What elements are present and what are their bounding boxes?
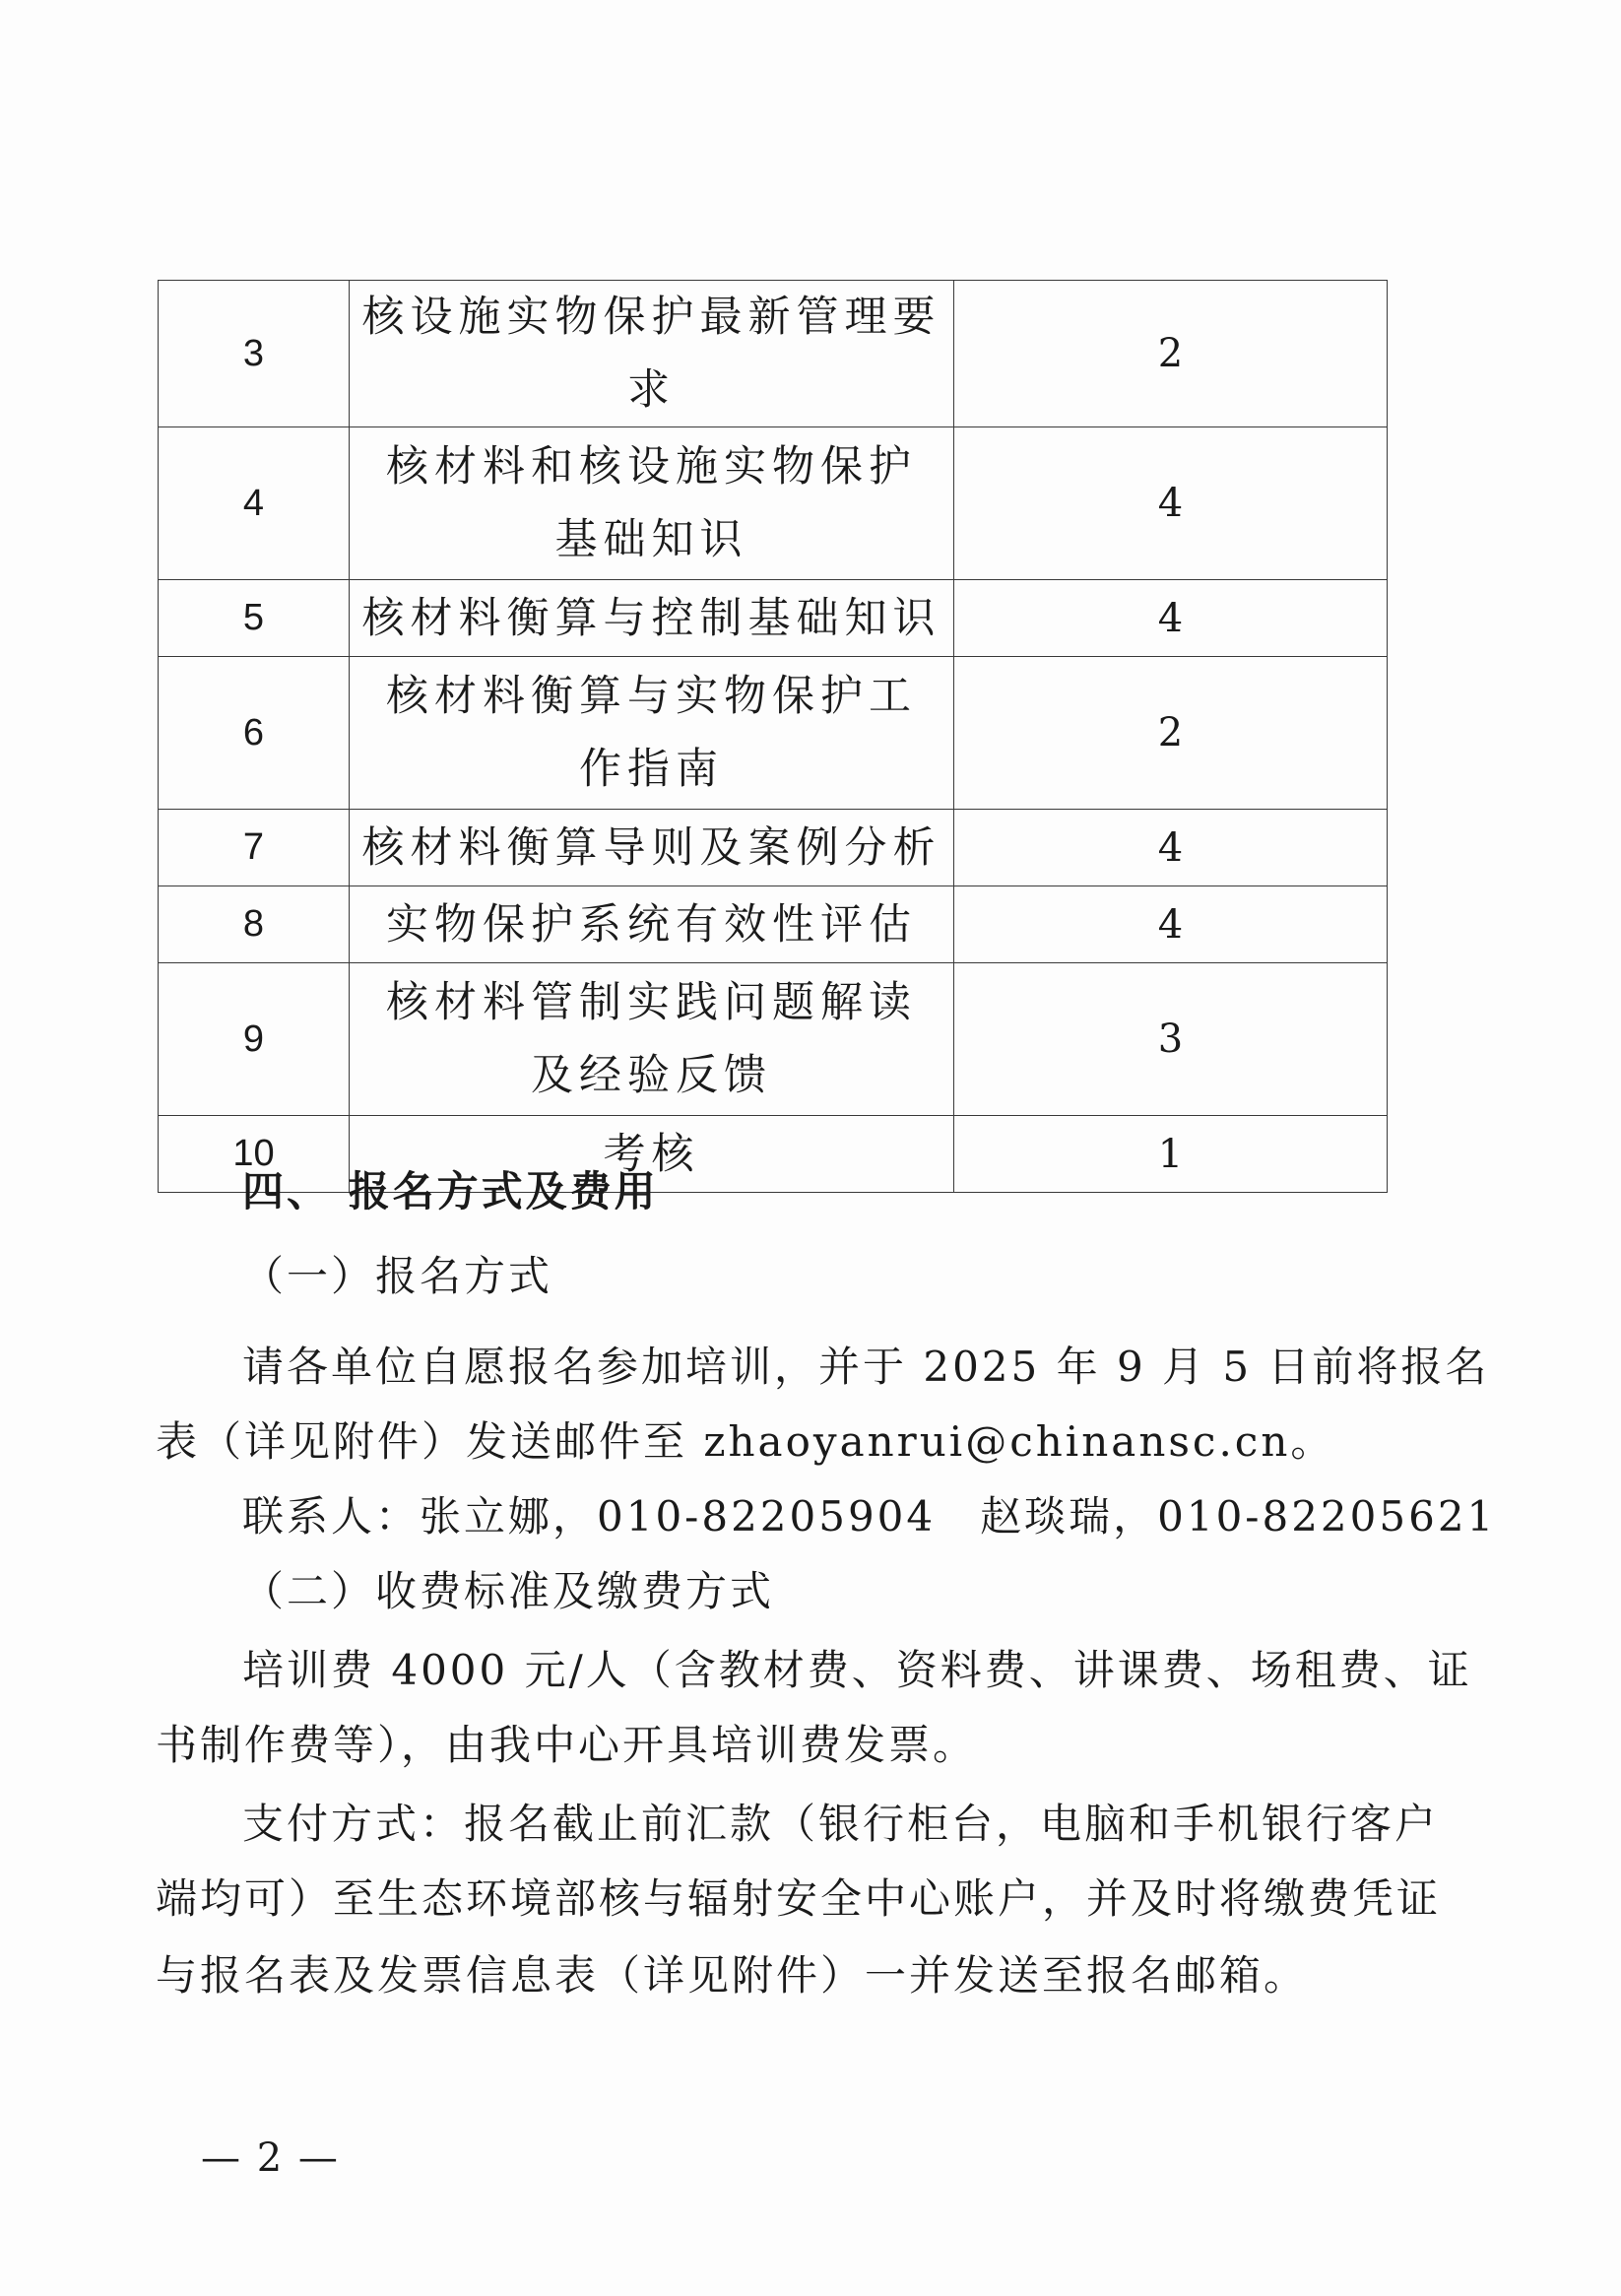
table-row xyxy=(159,580,1388,657)
course-name: 核材料衡算与控制基础知识 xyxy=(350,580,954,657)
table-row xyxy=(159,427,1388,580)
row-number: 4 xyxy=(159,427,350,580)
paragraph-line: 端均可）至生态环境部核与辐射安全中心账户，并及时将缴费凭证 xyxy=(156,1874,1442,1923)
table-row xyxy=(159,281,1388,427)
paragraph-line: 与报名表及发票信息表（详见附件）一并发送至报名邮箱。 xyxy=(156,1951,1309,2000)
subsection-heading-registration: （一）报名方式 xyxy=(242,1252,553,1300)
course-name: 核材料管制实践问题解读及经验反馈 xyxy=(350,963,954,1116)
contact-line: 联系人：张立娜，010-82205904 赵琰瑞，010-82205621 xyxy=(242,1492,1497,1541)
course-hours: 2 xyxy=(954,281,1388,427)
paragraph-line: 请各单位自愿报名参加培训，并于 2025 年 9 月 5 日前将报名 xyxy=(242,1343,1490,1391)
row-number: 9 xyxy=(159,963,350,1116)
course-schedule-table xyxy=(158,280,1388,1193)
page-number: — 2 — xyxy=(201,2135,340,2181)
row-number: 5 xyxy=(159,580,350,657)
course-name: 实物保护系统有效性评估 xyxy=(350,886,954,963)
course-hours: 4 xyxy=(954,427,1388,580)
row-number: 8 xyxy=(159,886,350,963)
paragraph-line: 支付方式：报名截止前汇款（银行柜台，电脑和手机银行客户 xyxy=(242,1800,1440,1848)
section-heading: 四、 报名方式及费用 xyxy=(242,1167,659,1215)
table-row xyxy=(159,886,1388,963)
course-hours: 2 xyxy=(954,657,1388,810)
course-name: 核设施实物保护最新管理要求 xyxy=(350,281,954,427)
paragraph-line: 培训费 4000 元/人（含教材费、资料费、讲课费、场租费、证 xyxy=(242,1646,1472,1694)
table-row xyxy=(159,963,1388,1116)
row-number: 10 xyxy=(159,1116,350,1193)
table-row xyxy=(159,810,1388,886)
course-name: 核材料衡算与实物保护工作指南 xyxy=(350,657,954,810)
course-name: 核材料衡算导则及案例分析 xyxy=(350,810,954,886)
table-row xyxy=(159,657,1388,810)
course-hours: 4 xyxy=(954,810,1388,886)
row-number: 7 xyxy=(159,810,350,886)
course-name: 考核 xyxy=(350,1116,954,1193)
course-hours: 1 xyxy=(954,1116,1388,1193)
paragraph-line: 表（详见附件）发送邮件至 zhaoyanrui@chinansc.cn。 xyxy=(156,1417,1335,1466)
row-number: 6 xyxy=(159,657,350,810)
course-name: 核材料和核设施实物保护基础知识 xyxy=(350,427,954,580)
course-hours: 4 xyxy=(954,886,1388,963)
paragraph-line: 书制作费等），由我中心开具培训费发票。 xyxy=(156,1721,978,1769)
course-hours: 3 xyxy=(954,963,1388,1116)
row-number: 3 xyxy=(159,281,350,427)
subsection-heading-fees: （二）收费标准及缴费方式 xyxy=(242,1567,775,1615)
course-hours: 4 xyxy=(954,580,1388,657)
